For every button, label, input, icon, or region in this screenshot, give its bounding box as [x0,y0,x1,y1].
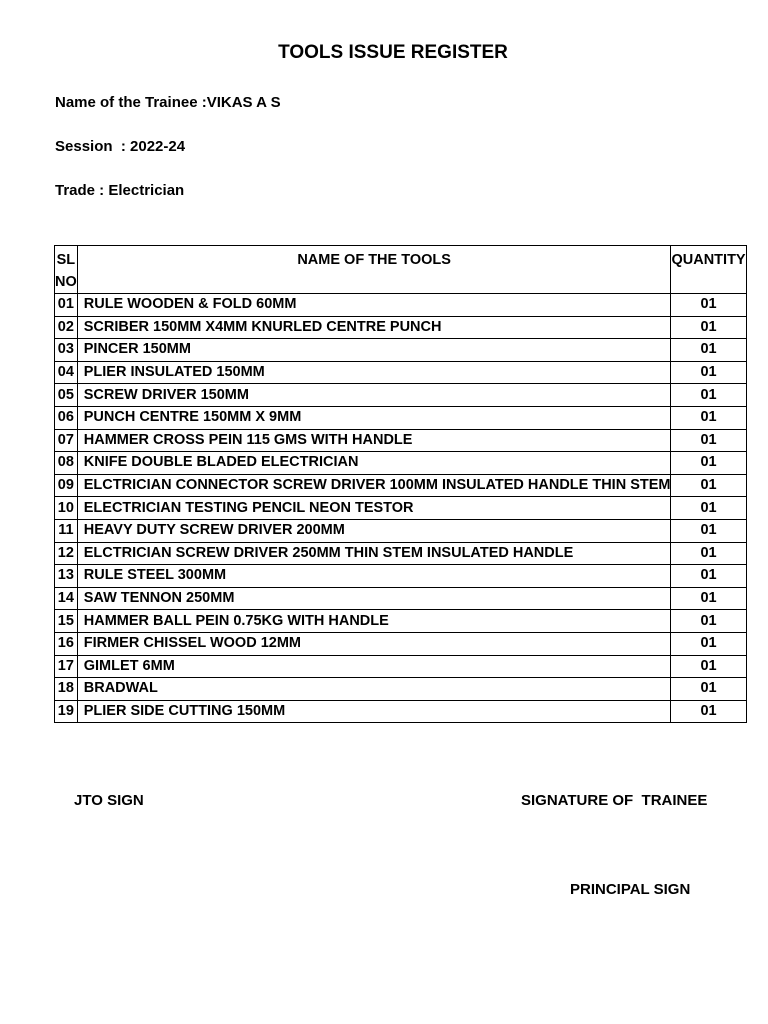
sl-cell: 03 [55,339,78,362]
quantity-cell: 01 [671,655,746,678]
table-row [55,678,747,701]
table-row [55,655,747,678]
quantity-cell: 01 [671,700,746,723]
quantity-cell: 01 [671,542,746,565]
tool-name-cell: RULE WOODEN & FOLD 60MM [77,294,671,317]
quantity-cell: 01 [671,316,746,339]
table-row [55,497,747,520]
quantity-cell: 01 [671,361,746,384]
tool-name-cell: SCRIBER 150MM X4MM KNURLED CENTRE PUNCH [77,316,671,339]
header-tool-name: NAME OF THE TOOLS [77,246,671,294]
header-sl-no: SL NO [55,246,78,294]
sl-cell: 05 [55,384,78,407]
trainee-name-field: Name of the Trainee :VIKAS A S [55,94,281,111]
quantity-cell: 01 [671,429,746,452]
sl-cell: 07 [55,429,78,452]
tool-name-cell: ELCTRICIAN SCREW DRIVER 250MM THIN STEM INSULATED HANDLE [77,542,671,565]
table-row [55,406,747,429]
sl-cell: 13 [55,565,78,588]
table-row [55,610,747,633]
quantity-cell: 01 [671,519,746,542]
tool-name-cell: PUNCH CENTRE 150MM X 9MM [77,406,671,429]
sl-cell: 12 [55,542,78,565]
sl-cell: 09 [55,474,78,497]
quantity-cell: 01 [671,474,746,497]
table-row [55,361,747,384]
quantity-cell: 01 [671,406,746,429]
sl-cell: 17 [55,655,78,678]
sl-cell: 10 [55,497,78,520]
quantity-cell: 01 [671,497,746,520]
table-row [55,429,747,452]
quantity-cell: 01 [671,610,746,633]
tool-name-cell: PLIER SIDE CUTTING 150MM [77,700,671,723]
quantity-cell: 01 [671,678,746,701]
tools-table [54,245,747,723]
table-header-row [55,246,747,294]
tool-name-cell: PLIER INSULATED 150MM [77,361,671,384]
table-row [55,700,747,723]
sl-cell: 11 [55,519,78,542]
session-field: Session : 2022-24 [55,138,186,155]
page-title: TOOLS ISSUE REGISTER [278,42,508,63]
table-row [55,294,747,317]
sl-cell: 15 [55,610,78,633]
tool-name-cell: PINCER 150MM [77,339,671,362]
quantity-cell: 01 [671,632,746,655]
table-row [55,542,747,565]
quantity-cell: 01 [671,565,746,588]
tool-name-cell: GIMLET 6MM [77,655,671,678]
jto-sign-label: JTO SIGN [74,792,144,809]
tool-name-cell: HEAVY DUTY SCREW DRIVER 200MM [77,519,671,542]
sl-cell: 06 [55,406,78,429]
table-row [55,452,747,475]
table-row [55,474,747,497]
tool-name-cell: SAW TENNON 250MM [77,587,671,610]
table-row [55,632,747,655]
tool-name-cell: FIRMER CHISSEL WOOD 12MM [77,632,671,655]
sl-cell: 19 [55,700,78,723]
header-quantity: QUANTITY [671,246,746,294]
table-row [55,587,747,610]
tool-name-cell: HAMMER CROSS PEIN 115 GMS WITH HANDLE [77,429,671,452]
quantity-cell: 01 [671,384,746,407]
trade-field: Trade : Electrician [55,182,185,199]
tool-name-cell: RULE STEEL 300MM [77,565,671,588]
quantity-cell: 01 [671,339,746,362]
sl-cell: 08 [55,452,78,475]
sl-cell: 01 [55,294,78,317]
tool-name-cell: KNIFE DOUBLE BLADED ELECTRICIAN [77,452,671,475]
table-row [55,384,747,407]
trainee-signature-label: SIGNATURE OF TRAINEE [521,792,708,809]
table-row [55,519,747,542]
sl-cell: 04 [55,361,78,384]
principal-sign-label: PRINCIPAL SIGN [570,881,691,898]
tool-name-cell: BRADWAL [77,678,671,701]
table-row [55,339,747,362]
sl-cell: 16 [55,632,78,655]
sl-cell: 18 [55,678,78,701]
tool-name-cell: ELECTRICIAN TESTING PENCIL NEON TESTOR [77,497,671,520]
tool-name-cell: ELCTRICIAN CONNECTOR SCREW DRIVER 100MM INSULATED HANDLE THIN STEM [77,474,671,497]
tool-name-cell: HAMMER BALL PEIN 0.75KG WITH HANDLE [77,610,671,633]
quantity-cell: 01 [671,452,746,475]
table-row [55,316,747,339]
quantity-cell: 01 [671,294,746,317]
table-row [55,565,747,588]
sl-cell: 14 [55,587,78,610]
quantity-cell: 01 [671,587,746,610]
sl-cell: 02 [55,316,78,339]
tool-name-cell: SCREW DRIVER 150MM [77,384,671,407]
